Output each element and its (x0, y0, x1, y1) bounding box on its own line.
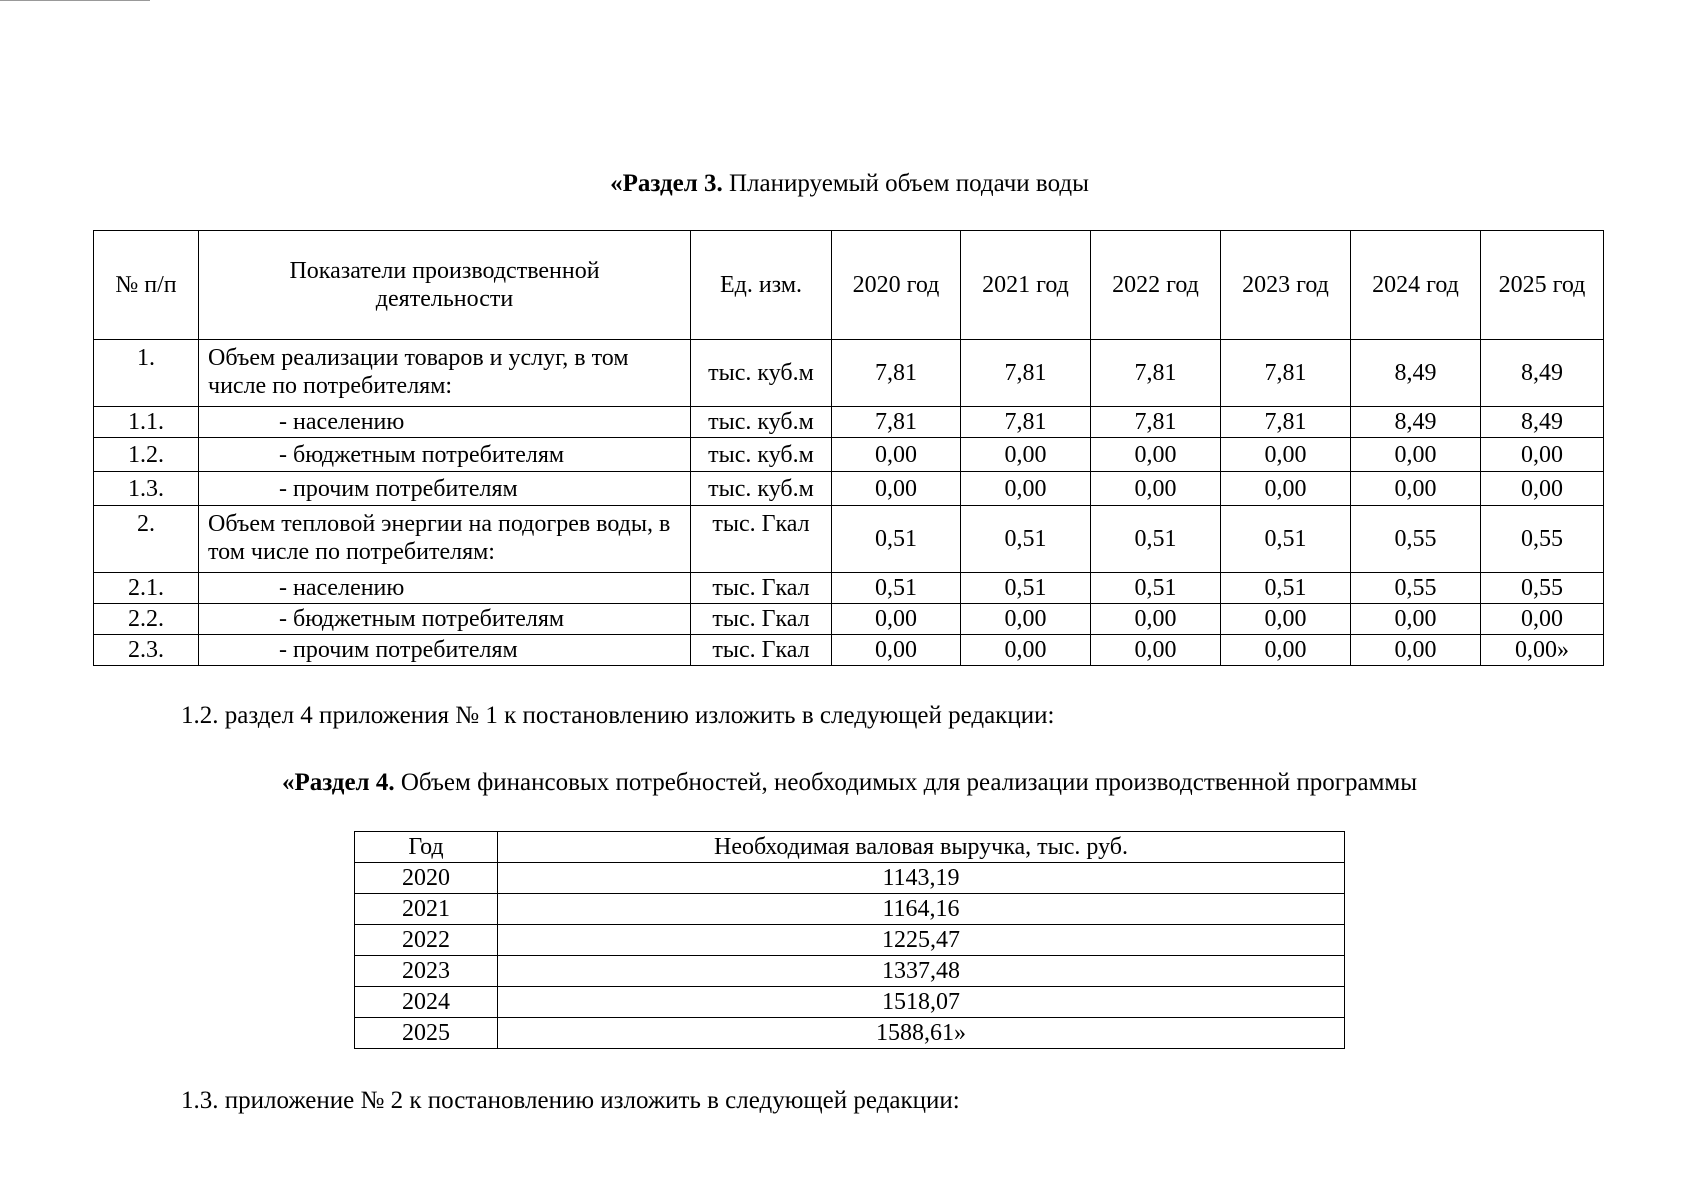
table-row (355, 956, 1345, 987)
table-row (94, 604, 1604, 635)
row-year: 2020 (355, 863, 498, 894)
section4-header-row (355, 832, 1345, 863)
value-2020: 0,51 (832, 506, 961, 573)
header-revenue: Необходимая валовая выручка, тыс. руб. (498, 832, 1345, 863)
row-unit: тыс. куб.м (691, 340, 832, 407)
value-2021: 7,81 (961, 340, 1091, 407)
value-2021: 0,00 (961, 438, 1091, 472)
value-2025: 0,55 (1481, 506, 1604, 573)
row-revenue: 1518,07 (498, 987, 1345, 1018)
value-2024: 0,00 (1351, 635, 1481, 666)
value-2022: 0,00 (1091, 604, 1221, 635)
value-2022: 0,00 (1091, 438, 1221, 472)
row-indicator: - бюджетным потребителям (199, 438, 691, 472)
value-2024: 0,55 (1351, 573, 1481, 604)
row-number: 2.2. (94, 604, 199, 635)
value-2024: 0,00 (1351, 472, 1481, 506)
table-row (94, 635, 1604, 666)
row-number: 1.2. (94, 438, 199, 472)
row-unit: тыс. Гкал (691, 573, 832, 604)
row-number: 2.3. (94, 635, 199, 666)
value-2020: 0,00 (832, 635, 961, 666)
row-unit: тыс. Гкал (691, 604, 832, 635)
value-2020: 7,81 (832, 340, 961, 407)
table-row (94, 506, 1604, 573)
value-2020: 7,81 (832, 407, 961, 438)
header-2022: 2022 год (1091, 231, 1221, 340)
value-2022: 0,51 (1091, 573, 1221, 604)
row-revenue: 1588,61» (498, 1018, 1345, 1049)
row-unit: тыс. куб.м (691, 438, 832, 472)
value-2023: 7,81 (1221, 340, 1351, 407)
header-year: Год (355, 832, 498, 863)
value-2021: 0,00 (961, 635, 1091, 666)
row-year: 2023 (355, 956, 498, 987)
header-unit: Ед. изм. (691, 231, 832, 340)
table-row (94, 340, 1604, 407)
row-indicator: - прочим потребителям (199, 635, 691, 666)
value-2025: 0,00 (1481, 472, 1604, 506)
header-2023: 2023 год (1221, 231, 1351, 340)
row-indicator: - бюджетным потребителям (199, 604, 691, 635)
paragraph-1-2: 1.2. раздел 4 приложения № 1 к постановлению изложить в следующей редакции: (181, 702, 1055, 729)
section4-title (0, 768, 1699, 798)
row-year: 2021 (355, 894, 498, 925)
value-2025: 0,00» (1481, 635, 1604, 666)
value-2020: 0,00 (832, 438, 961, 472)
value-2021: 0,00 (961, 472, 1091, 506)
row-year: 2024 (355, 987, 498, 1018)
table-row (355, 1018, 1345, 1049)
row-revenue: 1337,48 (498, 956, 1345, 987)
value-2024: 0,55 (1351, 506, 1481, 573)
value-2022: 7,81 (1091, 407, 1221, 438)
section3-header-row (94, 231, 1604, 340)
value-2022: 7,81 (1091, 340, 1221, 407)
value-2021: 0,51 (961, 506, 1091, 573)
table-row (355, 925, 1345, 956)
value-2022: 0,51 (1091, 506, 1221, 573)
row-number: 2.1. (94, 573, 199, 604)
section4-table (354, 831, 1345, 1049)
row-year: 2025 (355, 1018, 498, 1049)
value-2023: 0,00 (1221, 635, 1351, 666)
value-2020: 0,00 (832, 472, 961, 506)
row-number: 1.3. (94, 472, 199, 506)
header-2024: 2024 год (1351, 231, 1481, 340)
header-2020: 2020 год (832, 231, 961, 340)
value-2021: 0,51 (961, 573, 1091, 604)
row-indicator: Объем реализации товаров и услуг, в том числе по потребителям: (199, 340, 691, 407)
value-2023: 0,00 (1221, 472, 1351, 506)
value-2024: 8,49 (1351, 407, 1481, 438)
value-2023: 7,81 (1221, 407, 1351, 438)
value-2021: 0,00 (961, 604, 1091, 635)
table-row (355, 987, 1345, 1018)
value-2024: 0,00 (1351, 604, 1481, 635)
value-2023: 0,51 (1221, 573, 1351, 604)
row-revenue: 1164,16 (498, 894, 1345, 925)
header-2021: 2021 год (961, 231, 1091, 340)
table-row (94, 573, 1604, 604)
row-indicator: - прочим потребителям (199, 472, 691, 506)
table-row (94, 407, 1604, 438)
row-unit: тыс. куб.м (691, 472, 832, 506)
table-row (94, 472, 1604, 506)
row-unit: тыс. Гкал (691, 506, 832, 573)
value-2025: 0,00 (1481, 604, 1604, 635)
row-number: 1. (94, 340, 199, 407)
value-2022: 0,00 (1091, 635, 1221, 666)
row-number: 1.1. (94, 407, 199, 438)
value-2020: 0,00 (832, 604, 961, 635)
value-2025: 8,49 (1481, 340, 1604, 407)
value-2023: 0,00 (1221, 438, 1351, 472)
value-2024: 0,00 (1351, 438, 1481, 472)
value-2024: 8,49 (1351, 340, 1481, 407)
table-row (355, 863, 1345, 894)
row-revenue: 1143,19 (498, 863, 1345, 894)
row-indicator: - населению (199, 407, 691, 438)
header-number: № п/п (94, 231, 199, 340)
value-2021: 7,81 (961, 407, 1091, 438)
header-indicator: Показатели производственной деятельности (199, 231, 691, 340)
section3-table (93, 230, 1604, 666)
section3-title (0, 169, 1699, 199)
row-number: 2. (94, 506, 199, 573)
row-year: 2022 (355, 925, 498, 956)
row-unit: тыс. Гкал (691, 635, 832, 666)
row-unit: тыс. куб.м (691, 407, 832, 438)
paragraph-1-3: 1.3. приложение № 2 к постановлению изложить в следующей редакции: (181, 1087, 960, 1114)
section4-title-rest: Объем финансовых потребностей, необходимых для реализации производственной программы (394, 769, 1418, 796)
section3-title-rest: Планируемый объем подачи воды (722, 170, 1089, 197)
row-revenue: 1225,47 (498, 925, 1345, 956)
value-2023: 0,51 (1221, 506, 1351, 573)
section4-title-bold: «Раздел 4. (281, 769, 395, 796)
value-2022: 0,00 (1091, 472, 1221, 506)
row-indicator: - населению (199, 573, 691, 604)
header-2025: 2025 год (1481, 231, 1604, 340)
top-rule (0, 0, 150, 1)
value-2025: 0,00 (1481, 438, 1604, 472)
table-row (355, 894, 1345, 925)
row-indicator: Объем тепловой энергии на подогрев воды, в том числе по потребителям: (199, 506, 691, 573)
value-2020: 0,51 (832, 573, 961, 604)
section3-title-bold: «Раздел 3. (610, 170, 723, 197)
value-2023: 0,00 (1221, 604, 1351, 635)
value-2025: 0,55 (1481, 573, 1604, 604)
table-row (94, 438, 1604, 472)
value-2025: 8,49 (1481, 407, 1604, 438)
